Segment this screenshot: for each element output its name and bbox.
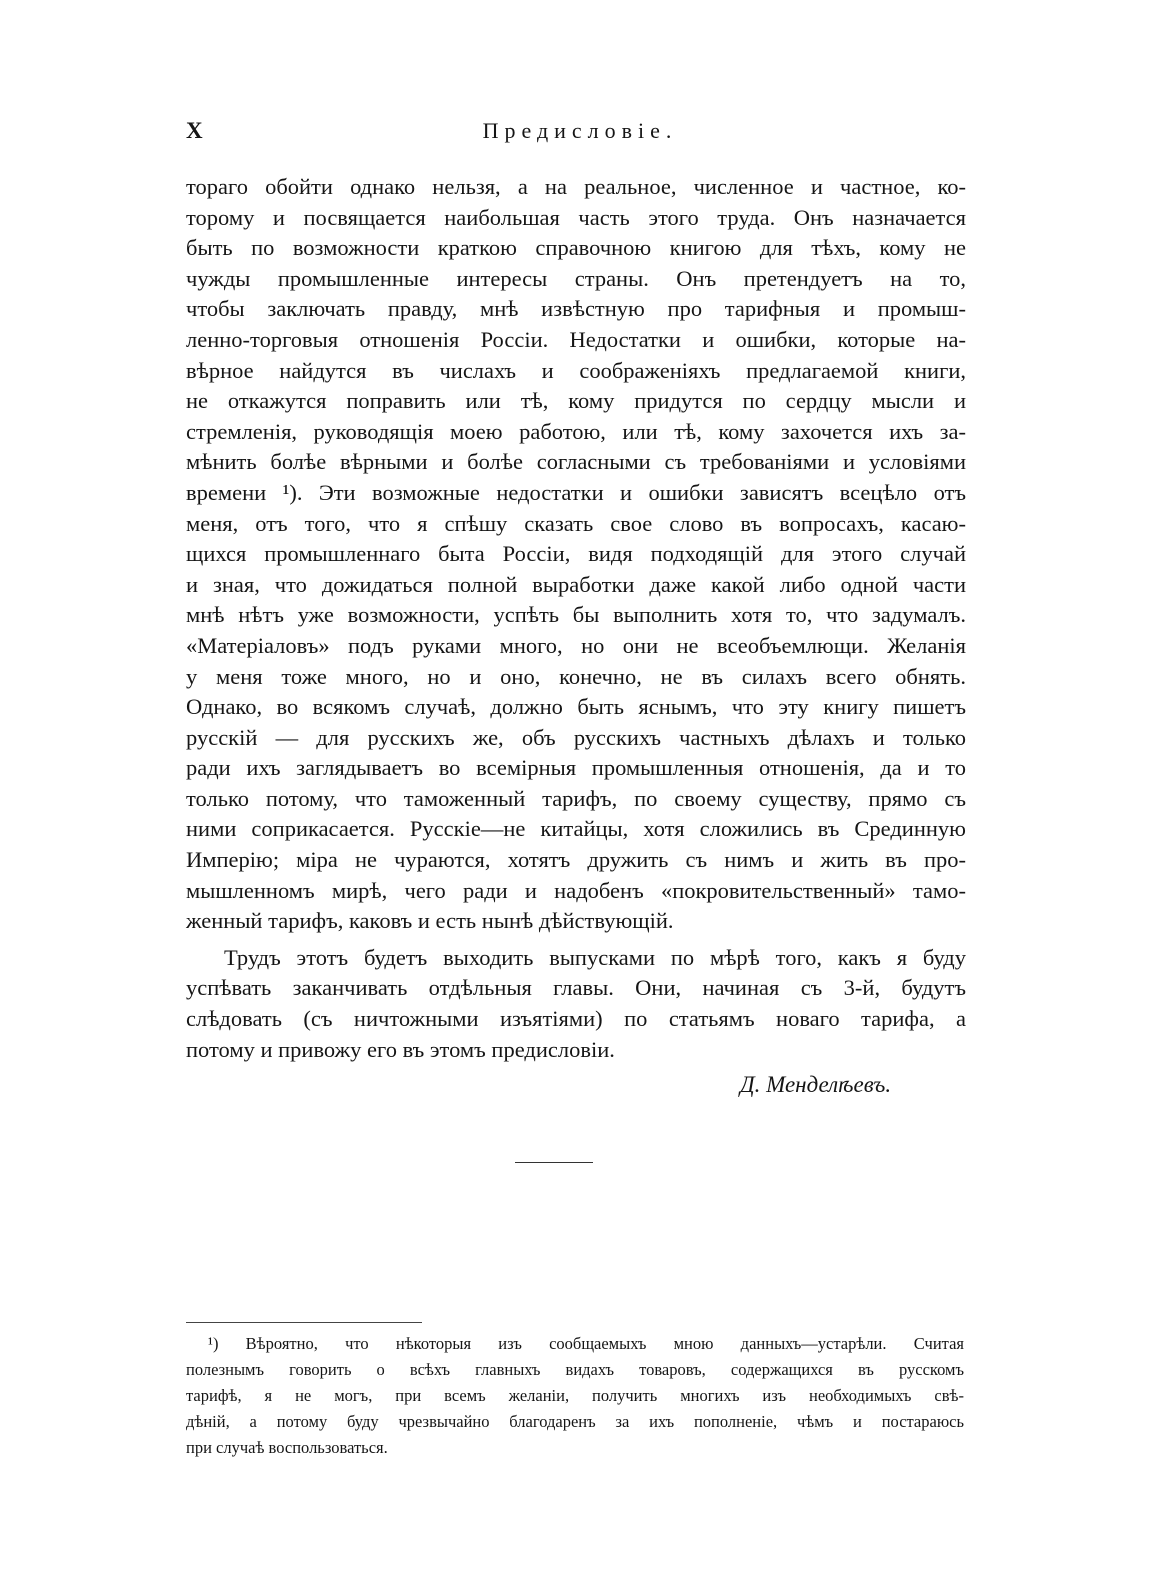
text-line: мышленномъ мирѣ, чего ради и надобенъ «покровительственный» тамо- (186, 877, 966, 903)
end-rule (515, 1162, 593, 1163)
paragraph (186, 943, 966, 1065)
text-line: женный тарифъ, каковъ и есть нынѣ дѣйствующій. (186, 908, 674, 934)
main-text (186, 172, 966, 1065)
text-line: ради ихъ заглядываетъ во всемірныя промышленныя отношенія, да и то (186, 755, 966, 781)
text-line: мѣнить болѣе вѣрными и болѣе согласными съ требованіями и условіями (186, 449, 966, 475)
text-line: стремленія, руководящія моею работою, или тѣ, кому захочется ихъ за- (186, 418, 966, 444)
text-line: времени ¹). Эти возможные недостатки и ошибки зависятъ всецѣло отъ (186, 479, 966, 505)
text-line: вѣрное найдутся въ числахъ и соображеніяхъ предлагаемой книги, (186, 357, 966, 383)
text-line: чтобы заключать правду, мнѣ извѣстную про тарифныя и промыш- (186, 296, 966, 322)
running-title: Предисловіе. (482, 118, 678, 143)
text-line: меня, отъ того, что я спѣшу сказать свое слово въ вопросахъ, касаю- (186, 510, 966, 536)
text-line: ленно-торговыя отношенія Россіи. Недостатки и ошибки, которые на- (186, 326, 966, 352)
text-line: Однако, во всякомъ случаѣ, должно быть яснымъ, что эту книгу пишетъ (186, 694, 966, 720)
text-line: у меня тоже много, но и оно, конечно, не въ силахъ всего обнять. (186, 663, 966, 689)
text-line: «Матеріаловъ» подъ руками много, но они не всеобъемлющи. Желанія (186, 632, 966, 658)
paragraph (186, 172, 966, 937)
text-line: слѣдовать (съ ничтожными изъятіями) по статьямъ новаго тарифа, а (186, 1006, 966, 1032)
footnote-line: при случаѣ воспользоваться. (186, 1438, 388, 1457)
text-line: не откажутся поправить или тѣ, кому придутся по сердцу мысли и (186, 388, 966, 414)
text-line: торому и посвящается наибольшая часть этого труда. Онъ назначается (186, 204, 966, 230)
footnote-line: ¹) Вѣроятно, что нѣкоторыя изъ сообщаемыхъ мною данныхъ—устарѣли. Считая (208, 1334, 964, 1353)
text-line: Трудъ этотъ будетъ выходить выпусками по мѣрѣ того, какъ я буду (224, 944, 966, 970)
text-line: щихся промышленнаго быта Россіи, видя подходящій для этого случай (186, 541, 966, 567)
page-number: X (186, 118, 203, 143)
footnote-line: тарифѣ, я не могъ, при всемъ желаніи, получить многихъ изъ необходимыхъ свѣ- (186, 1386, 964, 1405)
text-line: только потому, что таможенный тарифъ, по своему существу, прямо съ (186, 785, 966, 811)
text-line: ними соприкасается. Русскіе—не китайцы, хотя сложились въ Срединную (186, 816, 966, 842)
footnote-line: дѣній, а потому буду чрезвычайно благодаренъ за ихъ пополненіе, чѣмъ и постараюсь (186, 1412, 964, 1431)
text-line: потому и привожу его въ этомъ предисловіи. (186, 1036, 615, 1062)
footnote-rule (186, 1322, 422, 1323)
text-line: и зная, что дожидаться полной выработки даже какой либо одной части (186, 571, 966, 597)
text-line: быть по возможности краткою справочною книгою для тѣхъ, кому не (186, 235, 966, 261)
footnote-line: полезнымъ говорить о всѣхъ главныхъ видахъ товаровъ, содержащихся въ русскомъ (186, 1360, 964, 1379)
text-line: тораго обойти однако нельзя, а на реальное, численное и частное, ко- (186, 174, 966, 199)
text-line: мнѣ нѣтъ уже возможности, успѣть бы выполнить хотя то, что задумалъ. (186, 602, 966, 628)
author-signature: Д. Менделѣевъ. (740, 1072, 892, 1097)
text-line: русскій — для русскихъ же, объ русскихъ частныхъ дѣлахъ и только (186, 724, 966, 750)
text-line: успѣвать заканчивать отдѣльныя главы. Они, начиная съ 3-й, будутъ (186, 975, 966, 1001)
text-line: чужды промышленные интересы страны. Онъ претендуетъ на то, (186, 265, 966, 291)
text-line: Имперію; міра не чураются, хотятъ дружить съ нимъ и жить въ про- (186, 847, 966, 873)
footnote (186, 1331, 964, 1461)
